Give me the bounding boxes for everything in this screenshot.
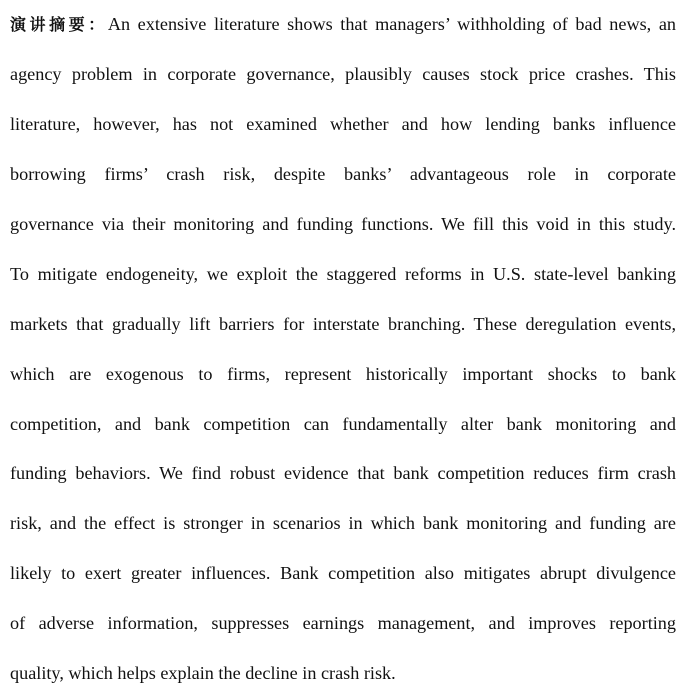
abstract-line: borrowing firms’ crash risk, despite banks’ advantageous role in corporate [10, 164, 676, 184]
abstract-line: literature, however, has not examined whether and how lending banks influence [10, 114, 676, 134]
abstract-line: competition, and bank competition can fundamentally alter bank monitoring and [10, 414, 676, 434]
abstract-label: 演讲摘要： [10, 15, 108, 34]
abstract-line: agency problem in corporate governance, plausibly causes stock price crashes. This [10, 64, 676, 84]
abstract-line: funding behaviors. We find robust evidence that bank competition reduces firm crash [10, 463, 676, 483]
abstract-line: of adverse information, suppresses earnings management, and improves reporting [10, 613, 676, 633]
abstract-line-text: An extensive literature shows that managers’ withholding of bad news, an [107, 14, 676, 34]
abstract-line: governance via their monitoring and funding functions. We fill this void in this study. [10, 214, 676, 234]
abstract-line: which are exogenous to firms, represent historically important shocks to bank [10, 364, 676, 384]
abstract-line: quality, which helps explain the decline in crash risk. [10, 663, 396, 683]
abstract-line: To mitigate endogeneity, we exploit the staggered reforms in U.S. state-level banking [10, 264, 676, 284]
abstract-line: risk, and the effect is stronger in scenarios in which bank monitoring and funding are [10, 513, 676, 533]
abstract-line [10, 11, 676, 37]
abstract-line: markets that gradually lift barriers for interstate branching. These deregulation events, [10, 314, 676, 334]
abstract-line: likely to exert greater influences. Bank competition also mitigates abrupt divulgence [10, 563, 676, 583]
